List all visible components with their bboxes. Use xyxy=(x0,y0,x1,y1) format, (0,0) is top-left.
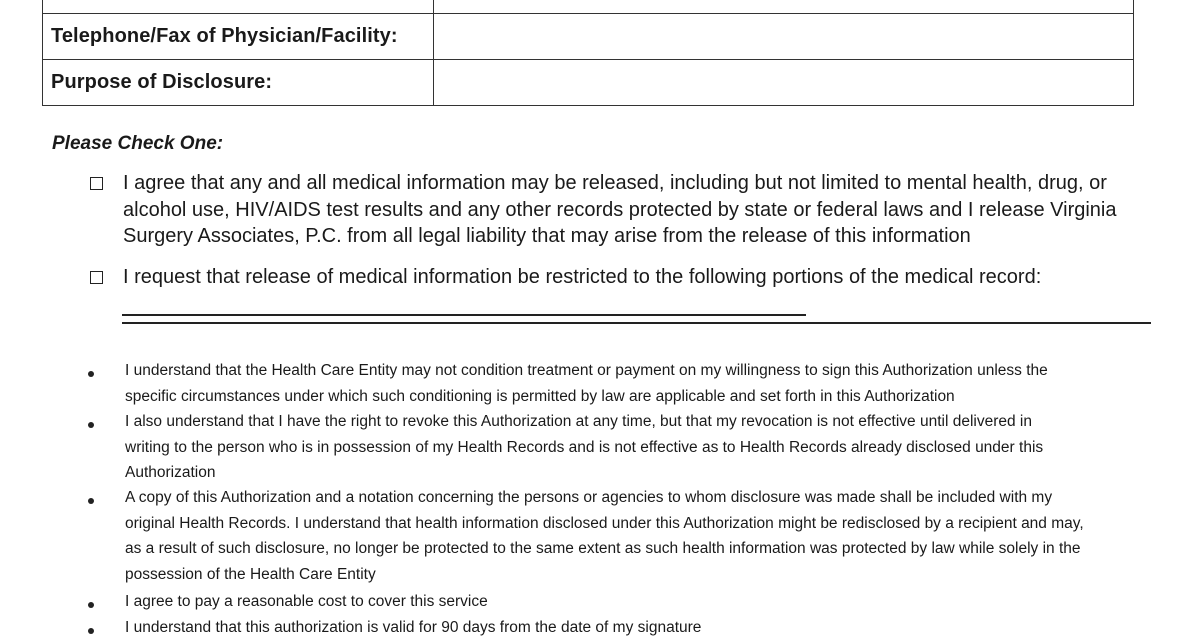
text-line: I agree that any and all medical information may be released, including but not limited to mental health, drug, or xyxy=(123,172,1107,194)
row-value-partial[interactable] xyxy=(434,0,1133,13)
release-all-checkbox[interactable] xyxy=(90,177,103,190)
bullet-icon xyxy=(88,371,94,377)
text-line: as a result of such disclosure, no longer be protected to the same extent as such health information was protected by law while solely in the xyxy=(125,540,1081,558)
telephone-fax-label: Telephone/Fax of Physician/Facility: xyxy=(43,14,434,59)
text-line: I request that release of medical information be restricted to the following portions of the medical record: xyxy=(123,266,1042,288)
bullet-icon xyxy=(88,498,94,504)
release-all-text xyxy=(123,170,1133,250)
text-line: alcohol use, HIV/AIDS test results and any other records protected by state or federal laws and I release Virginia xyxy=(123,198,1117,221)
restrict-release-checkbox[interactable] xyxy=(90,271,103,284)
purpose-of-disclosure-label: Purpose of Disclosure: xyxy=(43,60,434,105)
table-row-telephone-fax xyxy=(42,14,1134,60)
restrict-release-text xyxy=(123,264,1133,291)
text-line: specific circumstances under which such conditioning is permitted by law are applicable and set forth in this Authorization xyxy=(125,387,955,405)
row-label-partial xyxy=(43,0,434,13)
purpose-of-disclosure-field[interactable] xyxy=(434,60,1133,105)
restricted-portions-line-2[interactable] xyxy=(122,322,1151,324)
text-line: Authorization xyxy=(125,464,216,482)
bullet-icon xyxy=(88,628,94,634)
text-line: I understand that the Health Care Entity may not condition treatment or payment on my willingness to sign this Authorization unless the xyxy=(125,362,1048,379)
table-row-purpose xyxy=(42,60,1134,106)
text-line: possession of the Health Care Entity xyxy=(125,565,376,583)
restricted-portions-line-1[interactable] xyxy=(122,314,806,316)
bullet-icon xyxy=(88,602,94,608)
table-row-partial xyxy=(42,0,1134,14)
telephone-fax-field[interactable] xyxy=(434,14,1133,59)
text-line: writing to the person who is in possession of my Health Records and is not effective as to Health Records already disclosed under this xyxy=(125,438,1044,456)
text-line: I understand that this authorization is valid for 90 days from the date of my signature xyxy=(125,619,702,636)
text-line: I also understand that I have the right to revoke this Authorization at any time, but that my revocation is not effective until delivered in xyxy=(125,413,1032,430)
text-line: Surgery Associates, P.C. from all legal liability that may arise from the release of this information xyxy=(123,225,971,247)
text-line: original Health Records. I understand that health information disclosed under this Authorization might be redisclosed by a recipient and may, xyxy=(125,514,1084,532)
please-check-one-heading: Please Check One: xyxy=(52,133,224,154)
text-line: I agree to pay a reasonable cost to cover this service xyxy=(125,593,488,610)
bullet-icon xyxy=(88,422,94,428)
text-line: A copy of this Authorization and a notation concerning the persons or agencies to whom disclosure was made shall be included with my xyxy=(125,489,1053,506)
